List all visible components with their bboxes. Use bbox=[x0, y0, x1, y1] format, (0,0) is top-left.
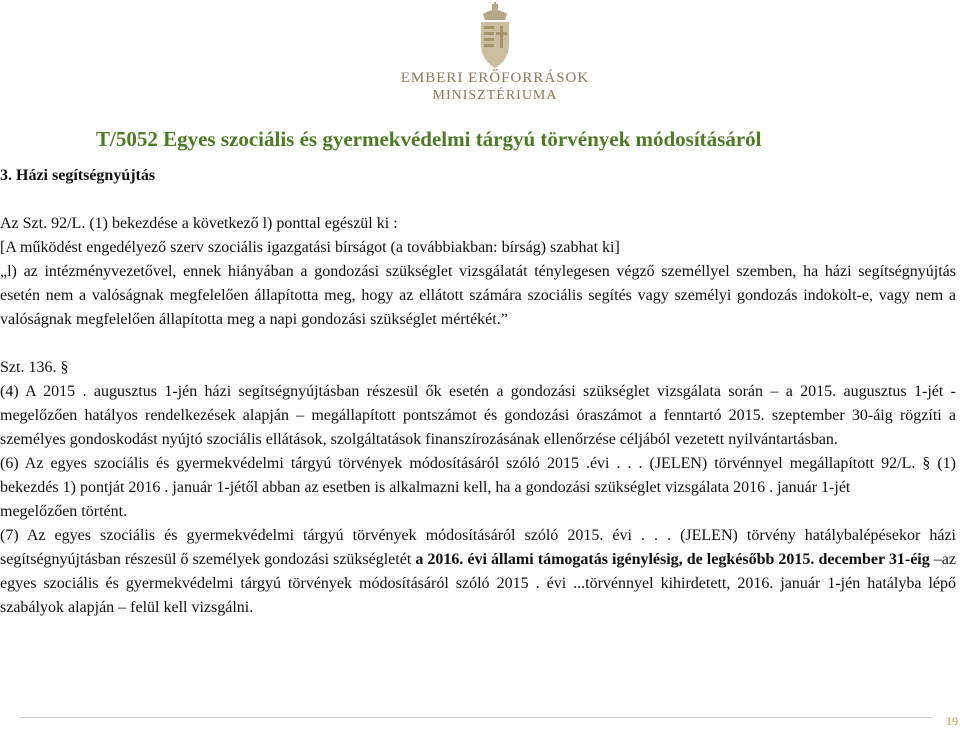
ministry-logo bbox=[400, 2, 590, 108]
paragraph-4: (4) A 2015 . augusztus 1-jén házi segítségnyújtásban részesül ők esetén a gondozási szükséglet vizsgálata során – a 2015. augusztus 1-jét - megelőzően hatályos rendelkezések alapján – megállapított pontszámot és gondozási óraszámot a fenntartó 2015. szeptember 30-áig rögzíti a személyes gondoskodást nyújtó szociális ellátások, szolgáltatások finanszírozásának ellenőrzése céljából vezetett nyilvántartásban. bbox=[0, 383, 956, 448]
paragraph-section-ref: Szt. 136. § bbox=[0, 359, 69, 376]
paragraph-quote: „l) az intézményvezetővel, ennek hiányában a gondozási szükséglet vizsgálatát ténylegesen végző személlyel szemben, ha házi segítségnyújtás esetén nem a valóságnak megfelelően állapította meg, hogy az ellátott számára szociális segítés vagy személyi gondozás indokolt-e, vagy nem a valóságnak megfelelően állapította meg a napi gondozási szükséglet mértékét.” bbox=[0, 263, 956, 328]
paragraph-7-bold: a 2016. évi állami támogatás igénylésig, de legkésőbb 2015. december 31-éig bbox=[415, 551, 930, 568]
page-number: 19 bbox=[946, 714, 958, 728]
paragraph-7-start: (7) Az egyes szociális és gyermekvédelmi tárgyú törvények módosításáról szóló 2015. évi . . . (JELEN) törvény hatálybalépésekor házi segítségnyújtásban részesül ő személyek gondozási szükségletét bbox=[0, 527, 956, 568]
footer-rule bbox=[20, 717, 932, 718]
coat-of-arms-icon bbox=[475, 2, 515, 70]
paragraph-6-end: megelőzően történt. bbox=[0, 503, 128, 520]
paragraph-7-end: –az egyes szociális és gyermekvédelmi tárgyú törvények módosításáról szóló 2015 . évi ...törvénnyel kihirdetett, 2016. január 1-jén hatályba lépő szabályok alapján – felül kell vizsgálni. bbox=[0, 551, 957, 616]
paragraph-6: (6) Az egyes szociális és gyermekvédelmi tárgyú törvények módosításáról szóló 2015 .évi . . . (JELEN) törvénnyel megállapított 92/L. § (1) bekezdés 1) pontját 2016 . január 1-jétől abban az esetben is alkalmazni kell, ha a gondozási szükséglet vizsgálata 2016 . január 1-jét bbox=[0, 455, 956, 496]
document-body bbox=[0, 212, 956, 620]
paragraph-7 bbox=[0, 524, 956, 620]
paragraph-spacer bbox=[0, 332, 956, 356]
ministry-name-line2: MINISZTÉRIUMA bbox=[432, 88, 558, 103]
paragraph-context: [A működést engedélyező szerv szociális igazgatási bírságot (a továbbiakban: bírság) szabhat ki] bbox=[0, 239, 620, 256]
document-title: T/5052 Egyes szociális és gyermekvédelmi tárgyú törvények módosításáról bbox=[96, 127, 762, 151]
section-heading: 3. Házi segítségnyújtás bbox=[0, 167, 156, 184]
paragraph-intro: Az Szt. 92/L. (1) bekezdése a következő l) ponttal egészül ki : bbox=[0, 215, 398, 232]
ministry-name-line1: EMBERI ERŐFORRÁSOK bbox=[400, 70, 590, 86]
